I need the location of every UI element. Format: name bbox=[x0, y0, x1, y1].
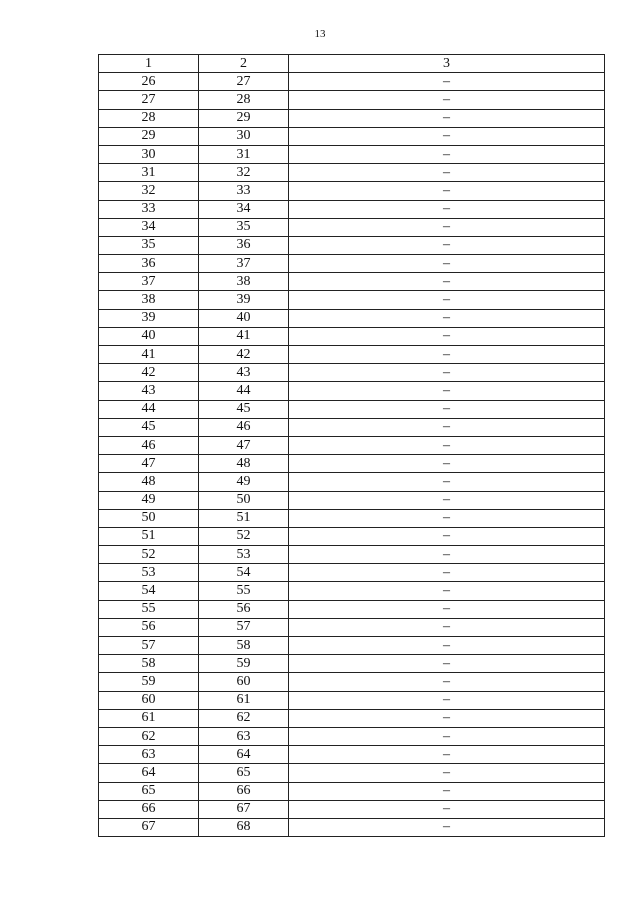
table-cell-col-2: 66 bbox=[199, 782, 289, 800]
header-row bbox=[99, 55, 605, 73]
table-cell-col-1: 54 bbox=[99, 582, 199, 600]
table-cell-col-1: 60 bbox=[99, 691, 199, 709]
table-cell-col-3: – bbox=[289, 164, 605, 182]
table-cell-col-1: 40 bbox=[99, 327, 199, 345]
table-row bbox=[99, 582, 605, 600]
data-table bbox=[98, 54, 605, 837]
table-cell-col-1: 66 bbox=[99, 800, 199, 818]
table-row bbox=[99, 382, 605, 400]
table-row bbox=[99, 218, 605, 236]
table-cell-col-1: 37 bbox=[99, 273, 199, 291]
table-cell-col-2: 46 bbox=[199, 418, 289, 436]
table-row bbox=[99, 364, 605, 382]
table-cell-col-3: – bbox=[289, 546, 605, 564]
table-cell-col-1: 58 bbox=[99, 655, 199, 673]
table-cell-col-3: – bbox=[289, 364, 605, 382]
table-cell-col-2: 30 bbox=[199, 127, 289, 145]
table-row bbox=[99, 91, 605, 109]
table-cell-col-2: 68 bbox=[199, 818, 289, 836]
column-header-3: 3 bbox=[289, 55, 605, 73]
table-cell-col-1: 57 bbox=[99, 637, 199, 655]
table-cell-col-2: 67 bbox=[199, 800, 289, 818]
table-row bbox=[99, 509, 605, 527]
table-cell-col-1: 49 bbox=[99, 491, 199, 509]
table-cell-col-3: – bbox=[289, 182, 605, 200]
table-row bbox=[99, 800, 605, 818]
table-cell-col-1: 52 bbox=[99, 546, 199, 564]
table-row bbox=[99, 655, 605, 673]
table-cell-col-1: 26 bbox=[99, 73, 199, 91]
table-row bbox=[99, 236, 605, 254]
table-row bbox=[99, 109, 605, 127]
table-row bbox=[99, 73, 605, 91]
table-cell-col-3: – bbox=[289, 255, 605, 273]
table-cell-col-3: – bbox=[289, 473, 605, 491]
table-cell-col-2: 34 bbox=[199, 200, 289, 218]
table-cell-col-1: 45 bbox=[99, 418, 199, 436]
table-cell-col-2: 38 bbox=[199, 273, 289, 291]
table-row bbox=[99, 473, 605, 491]
table-cell-col-3: – bbox=[289, 673, 605, 691]
table-cell-col-2: 33 bbox=[199, 182, 289, 200]
table-cell-col-3: – bbox=[289, 509, 605, 527]
table-row bbox=[99, 746, 605, 764]
table-row bbox=[99, 346, 605, 364]
table-cell-col-2: 51 bbox=[199, 509, 289, 527]
table-cell-col-3: – bbox=[289, 236, 605, 254]
table-cell-col-3: – bbox=[289, 273, 605, 291]
table-cell-col-2: 62 bbox=[199, 709, 289, 727]
table-cell-col-3: – bbox=[289, 637, 605, 655]
table-cell-col-2: 47 bbox=[199, 436, 289, 454]
table-cell-col-3: – bbox=[289, 309, 605, 327]
table-cell-col-1: 34 bbox=[99, 218, 199, 236]
table-cell-col-1: 30 bbox=[99, 145, 199, 163]
table-cell-col-1: 44 bbox=[99, 400, 199, 418]
table-cell-col-3: – bbox=[289, 746, 605, 764]
table-cell-col-3: – bbox=[289, 600, 605, 618]
table-cell-col-2: 53 bbox=[199, 546, 289, 564]
table-cell-col-3: – bbox=[289, 400, 605, 418]
table-cell-col-2: 29 bbox=[199, 109, 289, 127]
table-cell-col-2: 36 bbox=[199, 236, 289, 254]
table-cell-col-3: – bbox=[289, 346, 605, 364]
table-row bbox=[99, 782, 605, 800]
table-row bbox=[99, 327, 605, 345]
table-header bbox=[99, 55, 605, 73]
page-number: 13 bbox=[314, 28, 326, 40]
table-row bbox=[99, 255, 605, 273]
table-row bbox=[99, 546, 605, 564]
table-cell-col-2: 63 bbox=[199, 727, 289, 745]
table-cell-col-2: 27 bbox=[199, 73, 289, 91]
table-row bbox=[99, 491, 605, 509]
table-cell-col-2: 32 bbox=[199, 164, 289, 182]
table-cell-col-1: 27 bbox=[99, 91, 199, 109]
table-cell-col-2: 31 bbox=[199, 145, 289, 163]
table-row bbox=[99, 709, 605, 727]
table-cell-col-1: 35 bbox=[99, 236, 199, 254]
table-cell-col-3: – bbox=[289, 655, 605, 673]
table-cell-col-3: – bbox=[289, 327, 605, 345]
table-cell-col-2: 56 bbox=[199, 600, 289, 618]
table-cell-col-2: 64 bbox=[199, 746, 289, 764]
table-cell-col-3: – bbox=[289, 291, 605, 309]
table-cell-col-2: 43 bbox=[199, 364, 289, 382]
table-cell-col-1: 59 bbox=[99, 673, 199, 691]
table-cell-col-1: 55 bbox=[99, 600, 199, 618]
table-row bbox=[99, 127, 605, 145]
table-cell-col-2: 61 bbox=[199, 691, 289, 709]
table-cell-col-1: 63 bbox=[99, 746, 199, 764]
table-cell-col-3: – bbox=[289, 800, 605, 818]
table-cell-col-2: 42 bbox=[199, 346, 289, 364]
table-cell-col-3: – bbox=[289, 691, 605, 709]
table-cell-col-1: 42 bbox=[99, 364, 199, 382]
table-row bbox=[99, 727, 605, 745]
table-cell-col-3: – bbox=[289, 91, 605, 109]
table-row bbox=[99, 436, 605, 454]
table-row bbox=[99, 291, 605, 309]
table-cell-col-1: 39 bbox=[99, 309, 199, 327]
table-cell-col-3: – bbox=[289, 127, 605, 145]
table-row bbox=[99, 764, 605, 782]
table-cell-col-1: 61 bbox=[99, 709, 199, 727]
table-cell-col-3: – bbox=[289, 109, 605, 127]
table-cell-col-3: – bbox=[289, 145, 605, 163]
table-cell-col-1: 64 bbox=[99, 764, 199, 782]
table-cell-col-2: 59 bbox=[199, 655, 289, 673]
table-cell-col-1: 32 bbox=[99, 182, 199, 200]
table-cell-col-2: 40 bbox=[199, 309, 289, 327]
table-row bbox=[99, 673, 605, 691]
table-cell-col-3: – bbox=[289, 527, 605, 545]
table-cell-col-1: 47 bbox=[99, 455, 199, 473]
table-cell-col-1: 53 bbox=[99, 564, 199, 582]
table-cell-col-2: 44 bbox=[199, 382, 289, 400]
table-cell-col-1: 28 bbox=[99, 109, 199, 127]
table-cell-col-2: 54 bbox=[199, 564, 289, 582]
table-cell-col-1: 51 bbox=[99, 527, 199, 545]
table-row bbox=[99, 145, 605, 163]
table-row bbox=[99, 691, 605, 709]
table-cell-col-1: 31 bbox=[99, 164, 199, 182]
table-row bbox=[99, 418, 605, 436]
table-cell-col-3: – bbox=[289, 455, 605, 473]
table-cell-col-3: – bbox=[289, 764, 605, 782]
table-cell-col-1: 62 bbox=[99, 727, 199, 745]
table-cell-col-3: – bbox=[289, 218, 605, 236]
table-cell-col-3: – bbox=[289, 491, 605, 509]
table-cell-col-1: 38 bbox=[99, 291, 199, 309]
table-cell-col-1: 29 bbox=[99, 127, 199, 145]
table-cell-col-1: 67 bbox=[99, 818, 199, 836]
table-cell-col-2: 60 bbox=[199, 673, 289, 691]
table-row bbox=[99, 527, 605, 545]
table-row bbox=[99, 818, 605, 836]
table-cell-col-2: 39 bbox=[199, 291, 289, 309]
table-cell-col-2: 50 bbox=[199, 491, 289, 509]
table-cell-col-3: – bbox=[289, 564, 605, 582]
table-cell-col-1: 48 bbox=[99, 473, 199, 491]
table-row bbox=[99, 455, 605, 473]
table-cell-col-1: 33 bbox=[99, 200, 199, 218]
table-row bbox=[99, 637, 605, 655]
table-body bbox=[99, 73, 605, 837]
table-cell-col-2: 35 bbox=[199, 218, 289, 236]
table-row bbox=[99, 164, 605, 182]
table-cell-col-2: 28 bbox=[199, 91, 289, 109]
table-row bbox=[99, 400, 605, 418]
table-cell-col-2: 58 bbox=[199, 637, 289, 655]
table-cell-col-1: 65 bbox=[99, 782, 199, 800]
table-cell-col-3: – bbox=[289, 418, 605, 436]
column-header-2: 2 bbox=[199, 55, 289, 73]
table-cell-col-3: – bbox=[289, 618, 605, 636]
table-cell-col-3: – bbox=[289, 727, 605, 745]
table-cell-col-1: 41 bbox=[99, 346, 199, 364]
table-cell-col-3: – bbox=[289, 709, 605, 727]
table-cell-col-2: 45 bbox=[199, 400, 289, 418]
table-cell-col-1: 36 bbox=[99, 255, 199, 273]
table-cell-col-1: 56 bbox=[99, 618, 199, 636]
table-cell-col-2: 48 bbox=[199, 455, 289, 473]
table-row bbox=[99, 564, 605, 582]
table-row bbox=[99, 309, 605, 327]
table-row bbox=[99, 273, 605, 291]
table-cell-col-2: 55 bbox=[199, 582, 289, 600]
table-cell-col-2: 37 bbox=[199, 255, 289, 273]
table-cell-col-1: 46 bbox=[99, 436, 199, 454]
table-cell-col-2: 52 bbox=[199, 527, 289, 545]
table-cell-col-3: – bbox=[289, 436, 605, 454]
table-cell-col-2: 49 bbox=[199, 473, 289, 491]
table-row bbox=[99, 600, 605, 618]
table-row bbox=[99, 200, 605, 218]
table-cell-col-3: – bbox=[289, 582, 605, 600]
table-cell-col-3: – bbox=[289, 382, 605, 400]
table-cell-col-3: – bbox=[289, 73, 605, 91]
table-cell-col-2: 57 bbox=[199, 618, 289, 636]
table-cell-col-2: 41 bbox=[199, 327, 289, 345]
column-header-1: 1 bbox=[99, 55, 199, 73]
table-cell-col-2: 65 bbox=[199, 764, 289, 782]
table-cell-col-1: 50 bbox=[99, 509, 199, 527]
table-row bbox=[99, 618, 605, 636]
table-cell-col-1: 43 bbox=[99, 382, 199, 400]
table-cell-col-3: – bbox=[289, 200, 605, 218]
table-row bbox=[99, 182, 605, 200]
table-cell-col-3: – bbox=[289, 782, 605, 800]
table-cell-col-3: – bbox=[289, 818, 605, 836]
